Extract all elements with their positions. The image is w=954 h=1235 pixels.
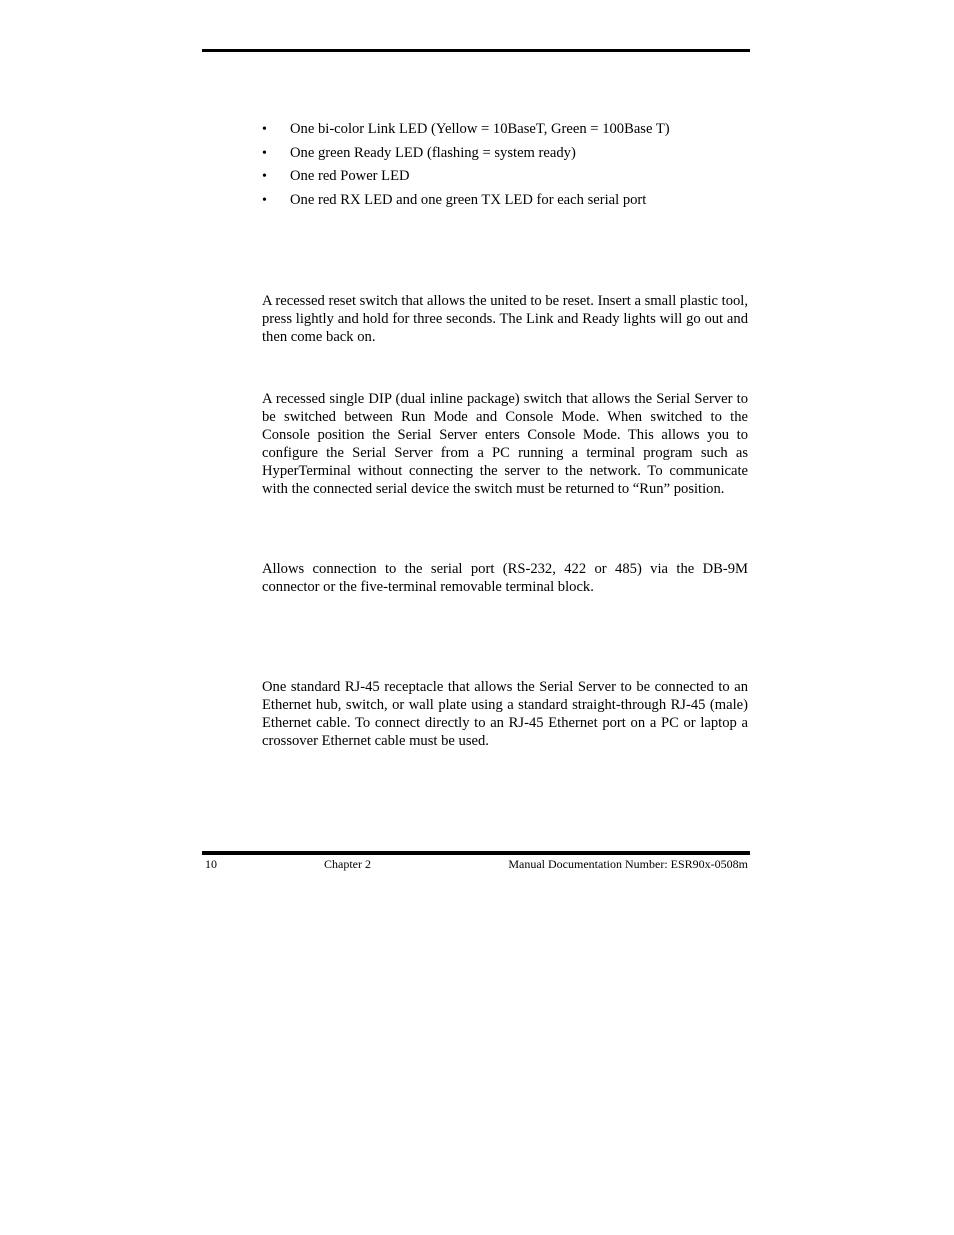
footer-rule xyxy=(202,851,750,855)
bullet-text: One bi-color Link LED (Yellow = 10BaseT, Green = 100Base T) xyxy=(290,121,670,137)
bullet-icon: • xyxy=(262,169,267,185)
list-item xyxy=(262,143,752,167)
bullet-text: One red RX LED and one green TX LED for each serial port xyxy=(290,192,647,209)
footer-chapter: Chapter 2 xyxy=(324,857,371,871)
footer-doc-number: Manual Documentation Number: ESR90x-0508m xyxy=(508,857,748,871)
list-item xyxy=(262,190,752,214)
header-rule xyxy=(202,49,750,52)
ethernet-port-paragraph: One standard RJ-45 receptacle that allows the Serial Server to be connected to an Ethernet hub, switch, or wall plate using a standard straight-through RJ-45 (male) Ethernet cable. To connect directly to an RJ-45 Ethernet port on a PC or laptop a crossover Ethernet cable must be used. xyxy=(262,679,748,749)
list-item xyxy=(262,119,752,143)
bullet-text: One green Ready LED (flashing = system ready) xyxy=(290,144,576,161)
led-bullet-list xyxy=(262,119,752,214)
reset-switch-paragraph: A recessed reset switch that allows the united to be reset. Insert a small plastic tool, press lightly and hold for three seconds. The Link and Ready lights will go out and then come back on. xyxy=(262,293,748,345)
bullet-icon: • xyxy=(262,145,267,161)
bullet-icon: • xyxy=(262,193,267,209)
dip-switch-paragraph: A recessed single DIP (dual inline package) switch that allows the Serial Server to be switched between Run Mode and Console Mode. When switched to the Console position the Serial Server enters Console Mode. This allows you to configure the Serial Server from a PC running a terminal program such as HyperTerminal without connecting the server to the network. To communicate with the connected serial device the switch must be returned to “Run” position. xyxy=(262,391,748,497)
bullet-icon: • xyxy=(262,122,267,137)
serial-port-paragraph: Allows connection to the serial port (RS-232, 422 or 485) via the DB-9M connector or the five-terminal removable terminal block. xyxy=(262,561,748,595)
bullet-text: One red Power LED xyxy=(290,168,410,185)
list-item xyxy=(262,166,752,190)
footer-page-number: 10 xyxy=(205,857,217,871)
